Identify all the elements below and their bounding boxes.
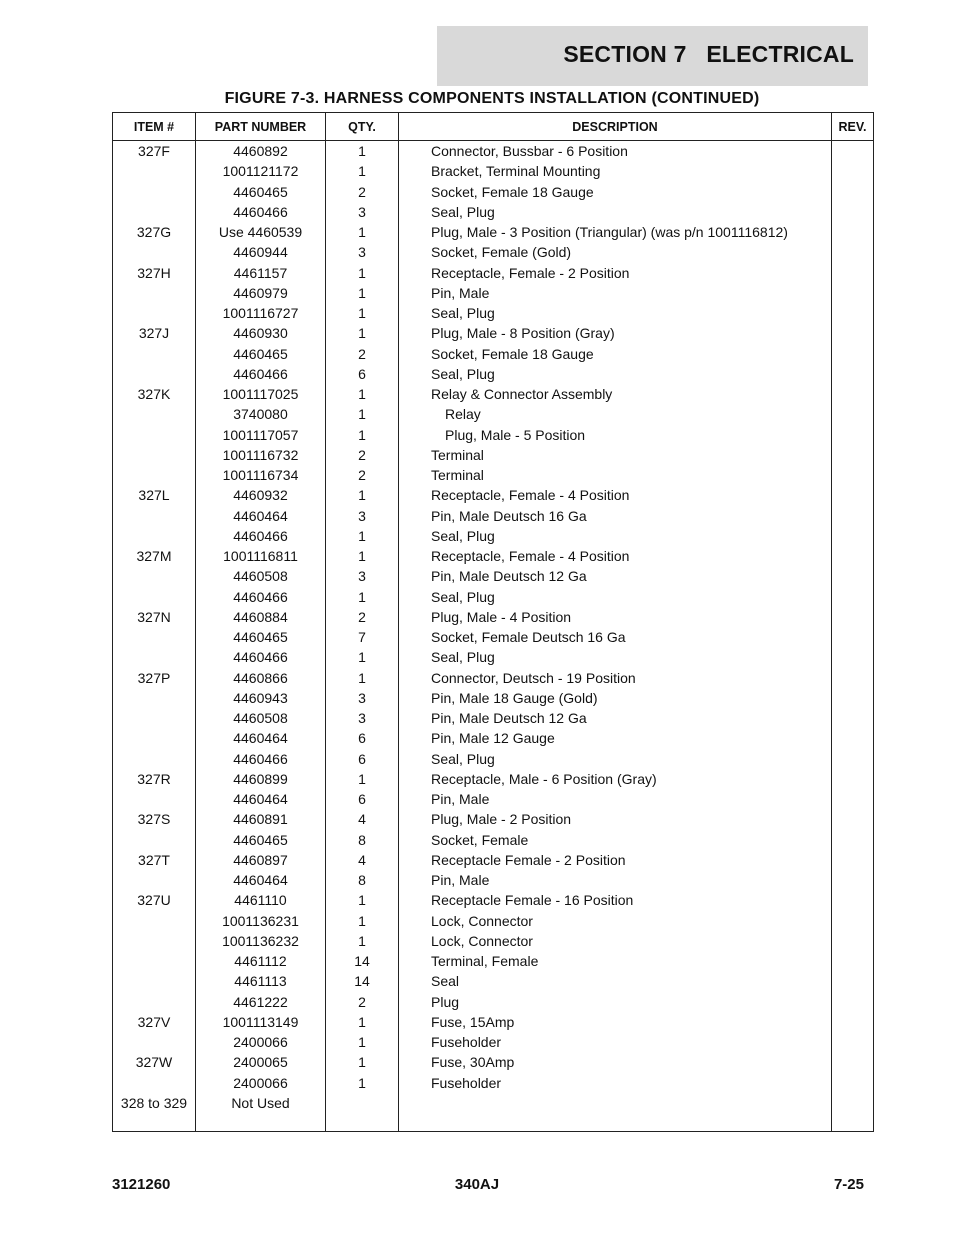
item-cell	[113, 587, 195, 607]
qty-column	[326, 141, 399, 1132]
qty-cell: 1	[358, 143, 366, 159]
parts-table	[112, 112, 874, 1132]
part-number-cell: 1001136232	[222, 932, 299, 949]
description-cell: Receptacle Female - 16 Position	[431, 892, 634, 909]
item-cell: 327L	[138, 487, 170, 504]
part-number-cell: 1001117025	[222, 386, 299, 402]
item-cell: 327J	[138, 325, 170, 342]
part-number-column	[196, 141, 326, 1132]
item-cell: 327T	[138, 851, 170, 868]
item-cell: 327F	[138, 143, 170, 159]
qty-cell: 14	[354, 973, 370, 990]
description-cell: Pin, Male Deutsch 12 Ga	[431, 568, 587, 585]
qty-cell: 4	[358, 811, 366, 828]
part-number-cell: 4460464	[233, 507, 288, 524]
part-number-cell: 4460466	[233, 750, 288, 767]
footer-page-number: 7-25	[833, 1176, 864, 1193]
item-cell	[113, 830, 195, 850]
qty-cell: 2	[358, 345, 366, 362]
qty-cell	[326, 1093, 398, 1113]
part-number-cell: 1001116811	[223, 548, 298, 564]
part-number-cell: 4460464	[233, 791, 288, 807]
item-cell	[113, 870, 195, 890]
part-number-cell: 3740080	[233, 406, 288, 423]
part-number-cell: 4460508	[233, 710, 288, 726]
footer-document-number: 3121260	[112, 1176, 171, 1193]
description-cell: Socket, Female 18 Gauge	[431, 345, 594, 362]
part-number-cell: 4461110	[234, 892, 287, 909]
item-cell	[113, 425, 195, 445]
part-number-cell: 4461157	[233, 264, 288, 281]
part-number-cell: 4460508	[233, 568, 288, 585]
qty-cell: 1	[358, 487, 366, 504]
description-cell: Socket, Female 18 Gauge	[431, 183, 594, 200]
part-number-cell: 1001113149	[222, 1013, 299, 1030]
item-cell	[113, 161, 195, 181]
description-cell: Pin, Male 12 Gauge	[431, 730, 555, 747]
item-cell	[113, 465, 195, 485]
description-cell: Terminal	[431, 467, 484, 483]
qty-cell: 1	[358, 932, 366, 949]
part-number-cell: 2400066	[233, 1034, 288, 1050]
item-cell	[113, 931, 195, 951]
part-number-cell: 1001117057	[222, 426, 299, 443]
part-number-cell: 4460465	[233, 345, 288, 362]
description-cell: Receptacle, Female - 4 Position	[431, 548, 630, 564]
description-cell: Terminal	[431, 446, 484, 463]
description-cell: Plug, Male - 3 Position (Triangular) (was p/n 1001116812)	[431, 224, 788, 240]
description-cell: Seal, Plug	[431, 649, 495, 666]
description-cell: Plug, Male - 5 Position	[445, 426, 586, 443]
item-cell	[113, 283, 195, 303]
item-column	[113, 141, 196, 1132]
description-cell: Pin, Male	[431, 872, 490, 888]
description-cell: Plug, Male - 2 Position	[431, 811, 572, 828]
qty-cell: 1	[358, 406, 366, 423]
item-cell	[113, 404, 195, 424]
description-column	[399, 141, 832, 1132]
description-cell: Pin, Male 18 Gauge (Gold)	[431, 689, 598, 706]
qty-cell: 1	[358, 892, 366, 909]
qty-cell: 1	[358, 1054, 366, 1071]
part-number-cell: 4460466	[233, 649, 288, 666]
item-cell	[113, 708, 195, 728]
description-cell: Seal, Plug	[431, 588, 495, 605]
description-cell: Pin, Male	[431, 284, 490, 301]
part-number-cell: 4460891	[233, 811, 288, 828]
item-cell	[113, 951, 195, 971]
part-number-cell: 1001121172	[222, 163, 299, 180]
qty-cell: 1	[358, 912, 366, 929]
item-cell	[113, 303, 195, 323]
qty-cell: 3	[358, 568, 366, 585]
table-header-row	[113, 113, 874, 141]
part-number-cell: 4460466	[233, 203, 288, 220]
description-cell: Terminal, Female	[431, 953, 539, 969]
description-cell: Relay	[445, 406, 481, 423]
description-cell: Seal, Plug	[431, 527, 495, 544]
item-cell: 327N	[137, 608, 171, 625]
part-number-cell: 2400066	[233, 1074, 288, 1091]
item-cell: 327U	[137, 892, 171, 909]
qty-cell: 14	[354, 953, 370, 969]
qty-cell: 6	[358, 750, 366, 767]
qty-cell: 1	[358, 426, 366, 443]
item-cell	[113, 971, 195, 991]
rev-column	[832, 141, 874, 1132]
qty-cell: 2	[358, 446, 366, 463]
part-number-cell: 4460932	[233, 487, 288, 504]
qty-cell: 1	[358, 1034, 366, 1050]
footer-model: 340AJ	[454, 1176, 500, 1193]
qty-cell: 2	[358, 608, 366, 625]
description-cell: Connector, Bussbar - 6 Position	[431, 143, 628, 159]
qty-cell: 3	[358, 203, 366, 220]
column-header-qty: QTY.	[326, 113, 399, 141]
qty-cell: 2	[358, 467, 366, 483]
section-title: SECTION 7 ELECTRICAL	[563, 41, 854, 67]
description-cell: Fuse, 15Amp	[431, 1013, 515, 1030]
description-cell: Plug, Male - 8 Position (Gray)	[431, 325, 615, 342]
qty-cell: 3	[358, 710, 366, 726]
qty-cell: 8	[358, 831, 366, 848]
part-number-cell: 4461222	[233, 993, 288, 1010]
description-cell: Connector, Deutsch - 19 Position	[431, 669, 636, 686]
column-header-part-number: PART NUMBER	[196, 113, 326, 141]
item-cell	[113, 526, 195, 546]
part-number-cell: 1001116727	[222, 305, 299, 321]
qty-cell: 6	[358, 365, 366, 382]
description-cell: Receptacle, Male - 6 Position (Gray)	[431, 770, 657, 787]
item-cell: 327W	[135, 1054, 173, 1071]
part-number-cell: 4460892	[233, 143, 288, 159]
item-cell	[113, 992, 195, 1012]
part-number-cell: 4460466	[233, 365, 288, 382]
part-number-cell: 1001116732	[222, 446, 299, 463]
part-number-cell: 4460944	[233, 244, 288, 261]
qty-cell: 8	[358, 872, 366, 888]
item-cell: 327H	[137, 264, 171, 281]
description-cell: Receptacle, Female - 4 Position	[431, 487, 630, 504]
part-number-cell: 4460897	[233, 851, 288, 868]
qty-cell: 1	[358, 386, 366, 402]
description-cell: Seal, Plug	[431, 305, 495, 321]
description-cell: Seal, Plug	[431, 750, 495, 767]
part-number-cell: Not Used	[231, 1094, 290, 1111]
item-cell: 327R	[137, 770, 171, 787]
item-cell	[113, 627, 195, 647]
part-number-cell: 4460899	[233, 770, 288, 787]
item-cell	[113, 749, 195, 769]
item-cell	[113, 202, 195, 222]
column-header-item: ITEM #	[113, 113, 196, 141]
qty-cell: 1	[358, 649, 366, 666]
qty-cell: 1	[358, 527, 366, 544]
part-number-cell: 4460943	[233, 689, 288, 706]
part-number-cell: 4460465	[233, 629, 288, 645]
qty-cell: 1	[358, 1074, 366, 1091]
section-banner	[437, 26, 868, 86]
part-number-cell: 4460884	[233, 608, 288, 625]
qty-cell: 3	[358, 689, 366, 706]
item-cell: 328 to 329	[120, 1094, 188, 1111]
item-cell	[113, 1073, 195, 1093]
qty-cell: 3	[358, 244, 366, 261]
description-cell: Fuse, 30Amp	[431, 1054, 515, 1071]
item-cell: 327P	[137, 669, 171, 686]
qty-cell: 1	[358, 305, 366, 321]
description-cell: Pin, Male Deutsch 16 Ga	[431, 507, 587, 524]
description-cell: Plug, Male - 4 Position	[431, 608, 572, 625]
qty-cell: 1	[358, 669, 366, 686]
part-number-cell: 4460466	[233, 527, 288, 544]
qty-cell: 1	[358, 224, 366, 240]
qty-cell: 1	[358, 770, 366, 787]
part-number-cell: 1001116734	[222, 467, 299, 483]
description-cell: Seal, Plug	[431, 365, 495, 382]
description-cell: Lock, Connector	[431, 912, 533, 929]
item-cell	[113, 647, 195, 667]
part-number-cell: 4461113	[234, 973, 287, 990]
item-cell	[113, 911, 195, 931]
item-cell	[113, 566, 195, 586]
description-cell: Receptacle Female - 2 Position	[431, 851, 626, 868]
qty-cell: 1	[358, 264, 366, 281]
part-number-cell: 4461112	[234, 953, 287, 969]
description-cell: Pin, Male	[431, 791, 490, 807]
part-number-cell: 4460466	[233, 588, 288, 605]
description-cell: Socket, Female (Gold)	[431, 244, 572, 261]
column-header-rev: REV.	[832, 113, 874, 141]
part-number-cell: 4460866	[233, 669, 288, 686]
table-body-row	[113, 141, 874, 1132]
description-cell: Relay & Connector Assembly	[431, 386, 613, 402]
item-cell	[113, 789, 195, 809]
qty-cell: 6	[358, 791, 366, 807]
qty-cell: 1	[358, 325, 366, 342]
item-cell	[113, 728, 195, 748]
part-number-cell: 4460465	[233, 183, 288, 200]
part-number-cell: 4460465	[233, 831, 288, 848]
qty-cell: 1	[358, 163, 366, 180]
part-number-cell: 4460930	[233, 325, 288, 342]
description-cell: Fuseholder	[431, 1034, 502, 1050]
qty-cell: 6	[358, 730, 366, 747]
item-cell	[113, 506, 195, 526]
part-number-cell: 4460464	[233, 730, 288, 747]
part-number-cell: 4460464	[233, 872, 288, 888]
qty-cell: 1	[358, 588, 366, 605]
part-number-cell: Use 4460539	[218, 224, 303, 240]
description-cell: Receptacle, Female - 2 Position	[431, 264, 630, 281]
item-cell	[113, 688, 195, 708]
qty-cell: 7	[358, 629, 366, 645]
figure-title: FIGURE 7-3. HARNESS COMPONENTS INSTALLATION (CONTINUED)	[224, 90, 760, 107]
item-cell	[113, 364, 195, 384]
qty-cell: 4	[358, 851, 366, 868]
item-cell	[113, 445, 195, 465]
description-cell: Socket, Female Deutsch 16 Ga	[431, 629, 626, 645]
item-cell	[113, 182, 195, 202]
description-cell: Seal	[431, 973, 460, 990]
part-number-cell: 4460979	[233, 284, 288, 301]
item-cell: 327G	[136, 224, 172, 240]
description-cell: Plug	[431, 993, 460, 1010]
item-cell	[113, 1032, 195, 1052]
description-cell: Pin, Male Deutsch 12 Ga	[431, 710, 587, 726]
part-number-cell: 2400065	[233, 1054, 288, 1071]
item-cell: 327K	[137, 386, 171, 402]
description-cell: Fuseholder	[431, 1074, 502, 1091]
part-number-cell: 1001136231	[222, 912, 299, 929]
item-cell: 327V	[137, 1013, 171, 1030]
qty-cell: 1	[358, 1013, 366, 1030]
description-cell: Socket, Female	[431, 831, 529, 848]
description-cell: Bracket, Terminal Mounting	[431, 163, 601, 180]
column-header-description: DESCRIPTION	[399, 113, 832, 141]
description-cell: Seal, Plug	[431, 203, 495, 220]
qty-cell: 2	[358, 183, 366, 200]
qty-cell: 3	[358, 507, 366, 524]
description-cell	[431, 1093, 831, 1113]
qty-cell: 2	[358, 993, 366, 1010]
item-cell: 327S	[137, 811, 171, 828]
qty-cell: 1	[358, 548, 366, 564]
item-cell	[113, 242, 195, 262]
item-cell: 327M	[136, 548, 172, 564]
description-cell: Lock, Connector	[431, 932, 533, 949]
qty-cell: 1	[358, 284, 366, 301]
item-cell	[113, 344, 195, 364]
